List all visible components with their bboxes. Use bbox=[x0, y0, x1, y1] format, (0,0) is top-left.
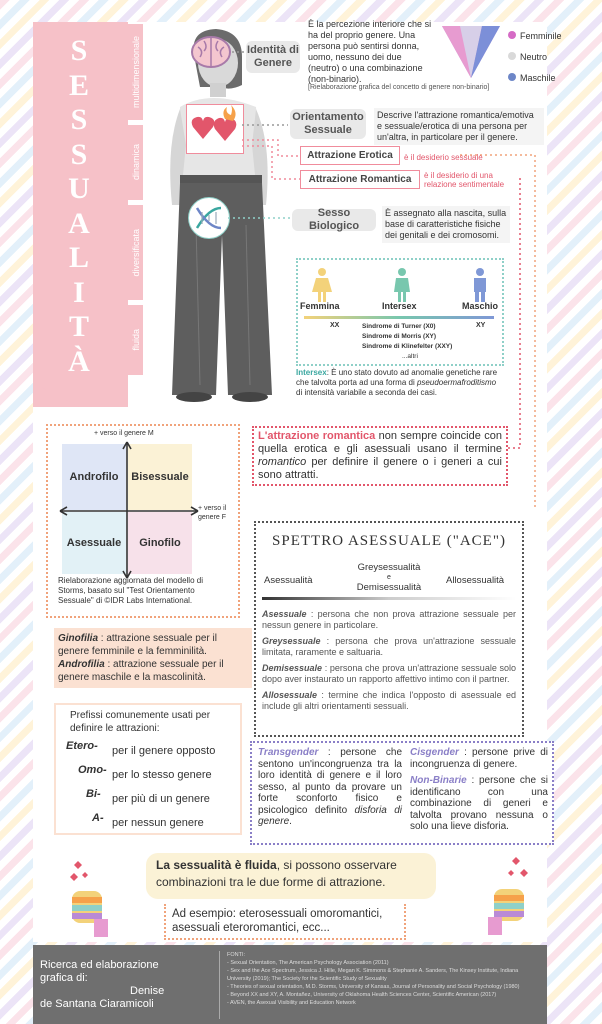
fluid-statement bbox=[146, 853, 436, 899]
title-letter: S bbox=[70, 103, 88, 136]
ginofilia-text: : attrazione sessuale per il genere femminile e la femminilità. bbox=[58, 633, 217, 657]
credit-name: de Santana Ciaramicoli bbox=[40, 998, 154, 1010]
title-letter: L bbox=[68, 241, 89, 274]
syndrome-item: Sindrome di Turner (X0) bbox=[362, 323, 436, 330]
storms-axes bbox=[58, 440, 200, 580]
legend-dot bbox=[508, 31, 516, 39]
romantic-note bbox=[252, 426, 508, 486]
storms-top-label: + verso il genere M bbox=[94, 430, 154, 437]
gender-triangle bbox=[440, 24, 502, 82]
erotic-label bbox=[300, 146, 400, 165]
source-item: - Sex and the Ace Spectrum, Jessica J. Hille, Megan K. Simmons & Stephanie A. Sanders, The Kinsey Institute, Indiana University (2019); The Society for the Scientific Study of Sexuality bbox=[227, 968, 519, 982]
nonbinary-text: : persone che si identificano con una combinazione di generi e talvolta provano nessuna o solo una lieve disforia. bbox=[410, 775, 548, 832]
syndrome-item: Sindrome di Klinefelter (XXY) bbox=[362, 343, 453, 350]
cisgender-term: Cisgender bbox=[410, 747, 459, 758]
androfilia-text: : attrazione sessuale per il genere maschile e la mascolinità. bbox=[58, 659, 224, 683]
ace-title: SPETTRO ASESSUALE ("ACE") bbox=[272, 533, 506, 549]
gender-terms bbox=[250, 741, 554, 845]
quadrant-bisessuale: Bisessuale bbox=[128, 444, 192, 510]
intersex-term: Intersex bbox=[296, 368, 327, 377]
footer-credit bbox=[40, 959, 164, 1011]
erotic-text: è il desiderio sessuale bbox=[404, 153, 483, 162]
footer bbox=[33, 945, 547, 1024]
legend-neutral bbox=[508, 47, 562, 68]
rainbow-hand-left-icon bbox=[60, 857, 112, 937]
transgender-term: Transgender bbox=[258, 747, 319, 758]
bio-intersex-label: Intersex bbox=[382, 301, 417, 311]
ace-middle bbox=[350, 563, 428, 593]
identity-label bbox=[246, 41, 300, 73]
prefix-meaning: per lo stesso genere bbox=[112, 769, 212, 781]
intersex-text: di intensità variabile a seconda dei casi. bbox=[296, 388, 437, 397]
fluid-example: Ad esempio: eterosessuali omoromantici, asessuali eteroromantici, ecc... bbox=[164, 904, 406, 940]
storms-right-label: + verso il genere F bbox=[198, 505, 227, 521]
ginofilia-term: Ginofilia bbox=[58, 633, 98, 644]
chrom-female: XX bbox=[330, 322, 340, 329]
tab-label: fluida bbox=[130, 329, 141, 351]
ace-def-text: : persona che prova un'attrazione sessuale limitata, raramente e saltuaria. bbox=[262, 636, 516, 657]
quadrant-ginofilo: Ginofilo bbox=[128, 512, 192, 574]
orientation-text: Descrive l'attrazione romantica/emotiva e sessuale/erotica di una persona per un'altra, in particolare per il genere. bbox=[374, 108, 544, 145]
tab-label: dinamica bbox=[130, 144, 141, 181]
erotic-label-text: Attrazione Erotica bbox=[307, 150, 393, 161]
prefix: Etero- bbox=[66, 740, 98, 752]
ace-right: Allosessualità bbox=[446, 575, 505, 586]
nonbinary-term: Non-Binarie bbox=[410, 775, 467, 786]
romantic-label bbox=[300, 170, 420, 189]
cisgender-text: : persone prive di incongruenza di genere. bbox=[410, 747, 548, 770]
bio-label bbox=[292, 209, 376, 231]
legend-label: Maschile bbox=[520, 73, 556, 83]
source-item: - AVEN, the Asexual Visibility and Education Network bbox=[227, 1000, 356, 1006]
romantic-note-text: per definire il genere o i generi a cui sono attratti. bbox=[258, 456, 502, 481]
bio-male-label: Maschio bbox=[462, 301, 499, 311]
legend-dot bbox=[508, 73, 516, 81]
ace-def-term: Demisessuale bbox=[262, 663, 323, 673]
prefix: Bi- bbox=[86, 788, 101, 800]
ace-def-text: : termine che indica l'opposto di asessuale ed include gli altri orientamenti sessuali. bbox=[262, 690, 516, 711]
footer-divider bbox=[219, 951, 220, 1019]
romantic-note-lead: L'attrazione romantica bbox=[258, 430, 376, 442]
sources-title: FONTI: bbox=[227, 952, 246, 958]
identity-label-text: Identità di Genere bbox=[247, 44, 299, 69]
ace-mid-line: Greysessualità bbox=[357, 562, 421, 573]
intersex-note bbox=[296, 368, 504, 398]
prefix: A- bbox=[92, 812, 104, 824]
legend-label: Neutro bbox=[520, 52, 548, 62]
credit-line: Ricerca ed elaborazione bbox=[40, 959, 159, 971]
source-item: - Theories of sexual orientation, M.D. Storms, University of Kansas, Journal of Personality and Social Psychology (1980) bbox=[227, 984, 520, 990]
ace-definitions bbox=[262, 609, 516, 711]
syndrome-item: ...altri bbox=[402, 353, 418, 360]
legend-female bbox=[508, 26, 562, 47]
ace-gradient-bar bbox=[262, 597, 516, 600]
storms-caption: Rielaborazione aggiornata del modello di Storms, basato sul "Test Orientamento Sessuale" di ©IDR Labs International. bbox=[58, 576, 203, 605]
ace-def-term: Allosessuale bbox=[262, 690, 318, 700]
romantic-note-text: non sempre coincide con quella erotica e gli asessuali usano il termine bbox=[258, 430, 502, 455]
romantic-label-text: Attrazione Romantica bbox=[308, 174, 412, 185]
title-letter: T bbox=[68, 310, 89, 343]
credit-line: grafica di: bbox=[40, 972, 88, 984]
ace-left: Asessualità bbox=[264, 575, 313, 586]
storms-model bbox=[46, 424, 240, 618]
prefixes-box bbox=[54, 703, 242, 835]
fluid-bold: La sessualità è fluida bbox=[156, 858, 277, 872]
legend-male bbox=[508, 68, 562, 89]
androfilia-term: Androfilia bbox=[58, 659, 105, 670]
ace-mid-line: e bbox=[387, 574, 391, 581]
orientation-label bbox=[290, 109, 366, 139]
ace-def-text: : persona che non prova attrazione sessuale per nessun genere in particolare. bbox=[262, 609, 516, 630]
identity-text: È la percezione interiore che si ha del proprio genere. Una persona può sentirsi donna, uomo, nessuno dei due (neutro) o una combinazione (non-binario). bbox=[308, 19, 432, 84]
prefix-row bbox=[64, 811, 234, 835]
syndrome-list bbox=[362, 322, 452, 362]
title-letter: A bbox=[68, 206, 90, 240]
rainbow-hand-right-icon bbox=[484, 855, 536, 937]
title-letter: À bbox=[68, 344, 90, 378]
ace-def-term: Greysessuale bbox=[262, 636, 321, 646]
title-letter: I bbox=[73, 275, 85, 309]
gender-legend bbox=[508, 26, 562, 89]
ace-def bbox=[262, 663, 516, 684]
title-letter: E bbox=[68, 68, 89, 102]
prefix: Omo- bbox=[78, 764, 107, 776]
transgender-text: : persone che sentono un'incongruenza tra la loro identità di genere e il loro sesso, al punto da provare un forte sconforto fisico e psicologico definito bbox=[258, 747, 402, 816]
title-letter: U bbox=[68, 172, 90, 205]
quadrant-asessuale: Asessuale bbox=[62, 512, 126, 574]
cisgender-def bbox=[410, 747, 548, 770]
romantic-text: è il desiderio di una relazione sentimentale bbox=[424, 171, 505, 189]
bio-chart bbox=[296, 258, 504, 366]
bio-female-label: Femmina bbox=[300, 301, 340, 311]
bio-text: È assegnato alla nascita, sulla base di caratteristiche fisiche dei genitali e dei cromosomi. bbox=[382, 206, 510, 243]
ace-def bbox=[262, 609, 516, 630]
legend-label: Femminile bbox=[520, 31, 562, 41]
prefix-meaning: per più di un genere bbox=[112, 793, 210, 805]
orientation-label-text: Orientamento Sessuale bbox=[292, 111, 364, 136]
title-letter: S bbox=[70, 137, 88, 171]
tab-label: diversificata bbox=[130, 228, 141, 277]
ace-def-text: : persona che prova un'attrazione sessuale solo dopo aver instaurato un rapporto affettivo intimo con il partner. bbox=[262, 663, 516, 684]
title-letter: S bbox=[70, 34, 88, 67]
tab-label: multidimensionale bbox=[130, 35, 141, 109]
ginofilia bbox=[58, 632, 248, 658]
transgender-em: disforia di genere bbox=[258, 804, 402, 827]
intersex-em: pseudoermafroditismo bbox=[416, 378, 497, 387]
prefix-meaning: per nessun genere bbox=[112, 817, 204, 829]
bio-spectrum-bar bbox=[304, 316, 494, 319]
footer-sources bbox=[227, 951, 543, 1007]
source-item: - Sexual Orientation, The American Psychology Association (2011) bbox=[227, 960, 389, 966]
ace-def bbox=[262, 636, 516, 657]
transgender-def: Transgender : persone che sentono un'incongruenza tra la loro identità di genere e il loro sesso, al punto da provare un forte sconforto fisico e psicologico definito disforia di genere. bbox=[258, 747, 402, 827]
credit-name: Denise bbox=[130, 985, 165, 997]
source-item: - Beyond XX and XY, A. Montañez, University of Oklahoma Health Sciences Center, Scientific American (2017) bbox=[227, 992, 497, 998]
chrom-male: XY bbox=[476, 322, 486, 329]
ace-def bbox=[262, 690, 516, 711]
androfilia bbox=[58, 658, 248, 684]
syndrome-item: Sindrome di Morris (XY) bbox=[362, 333, 437, 340]
ace-def-term: Asessuale bbox=[262, 609, 307, 619]
bio-figures-icons bbox=[310, 266, 500, 306]
romantic-note-em: romantico bbox=[258, 456, 307, 468]
legend-dot bbox=[508, 52, 516, 60]
nonbinary-def bbox=[410, 775, 548, 833]
prefix-meaning: per il genere opposto bbox=[112, 745, 216, 757]
prefixes-intro: Prefissi comunemente usati per definire le attrazioni: bbox=[70, 710, 211, 734]
prefixes-list bbox=[64, 739, 234, 835]
ace-mid-line: Demisessualità bbox=[356, 582, 422, 593]
quadrant-androfilo: Androfilo bbox=[62, 444, 126, 510]
intersex-text: : È uno stato dovuto ad anomalie genetiche rare che talvolta porta ad una forma di bbox=[296, 368, 498, 387]
identity-caption: [Rielaborazione grafica del concetto di genere non-binario] bbox=[308, 84, 490, 91]
philia-box bbox=[54, 628, 252, 688]
prefix-row bbox=[64, 787, 234, 811]
ace-spectrum bbox=[254, 521, 524, 737]
fluid-rest: , si possono osservare combinazioni tra le due forme di attrazione. bbox=[156, 858, 397, 889]
bio-label-text: Sesso Biologico bbox=[308, 207, 360, 232]
